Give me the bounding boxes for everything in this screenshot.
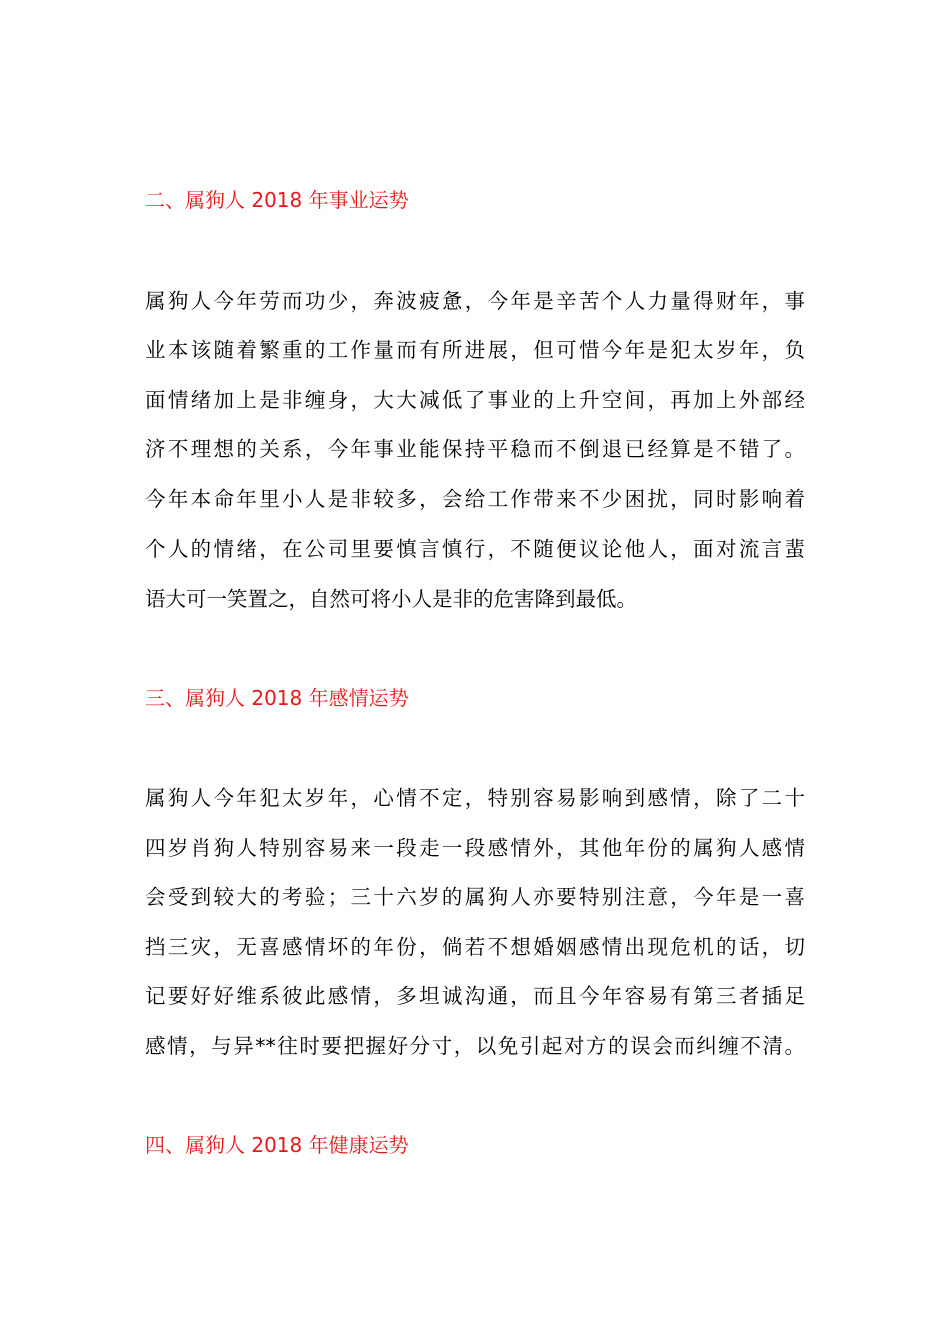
paragraph-line: 今年本命年里小人是非较多，会给工作带来不少困扰，同时影响着 — [145, 487, 805, 511]
paragraph-line: 济不理想的关系，今年事业能保持平稳而不倒退已经算是不错了。 — [145, 437, 805, 461]
paragraph-line: 会受到较大的考验；三十六岁的属狗人亦要特别注意，今年是一喜 — [145, 885, 805, 909]
paragraph-line: 属狗人今年犯太岁年，心情不定，特别容易影响到感情，除了二十 — [145, 786, 805, 810]
paragraph-line: 四岁肖狗人特别容易来一段走一段感情外，其他年份的属狗人感情 — [145, 836, 805, 860]
paragraph-line: 业本该随着繁重的工作量而有所进展，但可惜今年是犯太岁年，负 — [145, 338, 805, 362]
section-heading-health: 四、属狗人 2018 年健康运势 — [145, 1133, 409, 1157]
paragraph-line: 个人的情绪，在公司里要慎言慎行，不随便议论他人，面对流言蜚 — [145, 537, 805, 561]
paragraph-line: 属狗人今年劳而功少，奔波疲惫，今年是辛苦个人力量得财年，事 — [145, 289, 805, 313]
paragraph-line: 挡三灾，无喜感情坏的年份，倘若不想婚姻感情出现危机的话，切 — [145, 935, 805, 959]
paragraph-line: 记要好好维系彼此感情，多坦诚沟通，而且今年容易有第三者插足 — [145, 984, 805, 1008]
section-heading-career: 二、属狗人 2018 年事业运势 — [145, 188, 409, 212]
paragraph-line: 感情，与异**往时要把握好分寸，以免引起对方的误会而纠缠不清。 — [145, 1034, 805, 1058]
paragraph-line: 面情绪加上是非缠身，大大减低了事业的上升空间，再加上外部经 — [145, 388, 805, 412]
section-heading-love: 三、属狗人 2018 年感情运势 — [145, 686, 409, 710]
paragraph-line: 语大可一笑置之，自然可将小人是非的危害降到最低。 — [145, 587, 637, 611]
